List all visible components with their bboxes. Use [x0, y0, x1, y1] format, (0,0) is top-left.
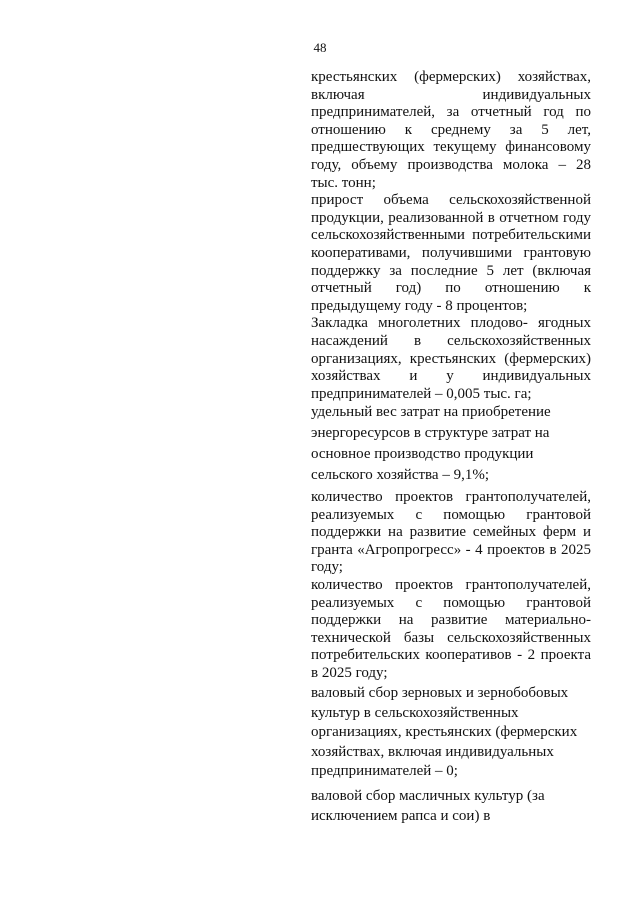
text-line: количество проектов грантополучателей, — [311, 576, 591, 593]
text-line: реализуемых с помощью грантовой — [311, 594, 591, 611]
text-line: реализуемых с помощью грантовой — [311, 506, 591, 523]
text-line: организациях, крестьянских (фермерских — [311, 724, 578, 740]
text-line: насаждений в сельскохозяйственных — [311, 332, 591, 349]
text-line: Закладка многолетних плодово- ягодных — [311, 315, 591, 332]
text-line: основное производство продукции — [311, 446, 534, 462]
text-line: сельскохозяйственными потребительскими — [311, 227, 591, 244]
text-line: году; — [311, 559, 343, 576]
text-line: исключением рапса и сои) в — [311, 807, 491, 824]
text-line: предпринимателей – 0,005 тыс. га; — [311, 385, 532, 402]
text-line: удельный вес затрат на приобретение — [311, 404, 551, 420]
text-line: организациях, крестьянских (фермерских) — [311, 350, 591, 367]
text-line: поддержки на развитие семейных ферм и — [311, 524, 591, 541]
text-line: включая индивидуальных — [311, 86, 591, 103]
text-line: потребительских кооперативов - 2 проекта — [311, 647, 591, 664]
indicators-block-3 — [311, 489, 591, 683]
indicators-block-2 — [311, 402, 591, 486]
text-line: предпринимателей, за отчетный год по — [311, 104, 591, 121]
text-line: хозяйствах и у индивидуальных — [311, 368, 591, 385]
text-line: прирост объема сельскохозяйственной — [311, 192, 591, 209]
text-line: предыдущему году - 8 процентов; — [311, 297, 528, 314]
text-line: гранта «Агропрогресс» - 4 проектов в 2025 — [311, 541, 591, 558]
text-line: в 2025 году; — [311, 664, 388, 681]
page-number: 48 — [313, 40, 327, 55]
indicators-block-1 — [311, 69, 591, 403]
text-line: отчетный год) по отношению к — [311, 280, 591, 297]
text-line: валовый сбор зерновых и зернобобовых — [311, 685, 569, 701]
text-line: продукции, реализованной в отчетном году — [311, 209, 591, 226]
text-line: поддержки на развитие материально- — [311, 612, 591, 629]
indicators-block-5 — [311, 787, 591, 826]
text-line: кооперативами, получившими грантовую — [311, 244, 591, 261]
text-line: отношению к среднему за 5 лет, — [311, 121, 591, 138]
text-line: предшествующих текущему финансовому — [311, 139, 591, 156]
text-line: крестьянских (фермерских) хозяйствах, — [311, 69, 591, 85]
text-line: хозяйствах, включая индивидуальных — [311, 743, 554, 760]
text-line: валовой сбор масличных культур (за — [311, 788, 545, 804]
text-line: году, объему производства молока – 28 — [311, 156, 591, 173]
text-line: сельского хозяйства – 9,1%; — [311, 467, 489, 483]
text-line: предпринимателей – 0; — [311, 763, 458, 779]
text-line: культур в сельскохозяйственных — [311, 704, 519, 721]
text-line: технической базы сельскохозяйственных — [311, 629, 591, 646]
text-line: поддержку за последние 5 лет (включая — [311, 262, 591, 279]
indicators-block-4 — [311, 684, 591, 782]
text-line: тыс. тонн; — [311, 174, 376, 191]
text-line: энергоресурсов в структуре затрат на — [311, 425, 550, 441]
text-line: количество проектов грантополучателей, — [311, 489, 591, 505]
